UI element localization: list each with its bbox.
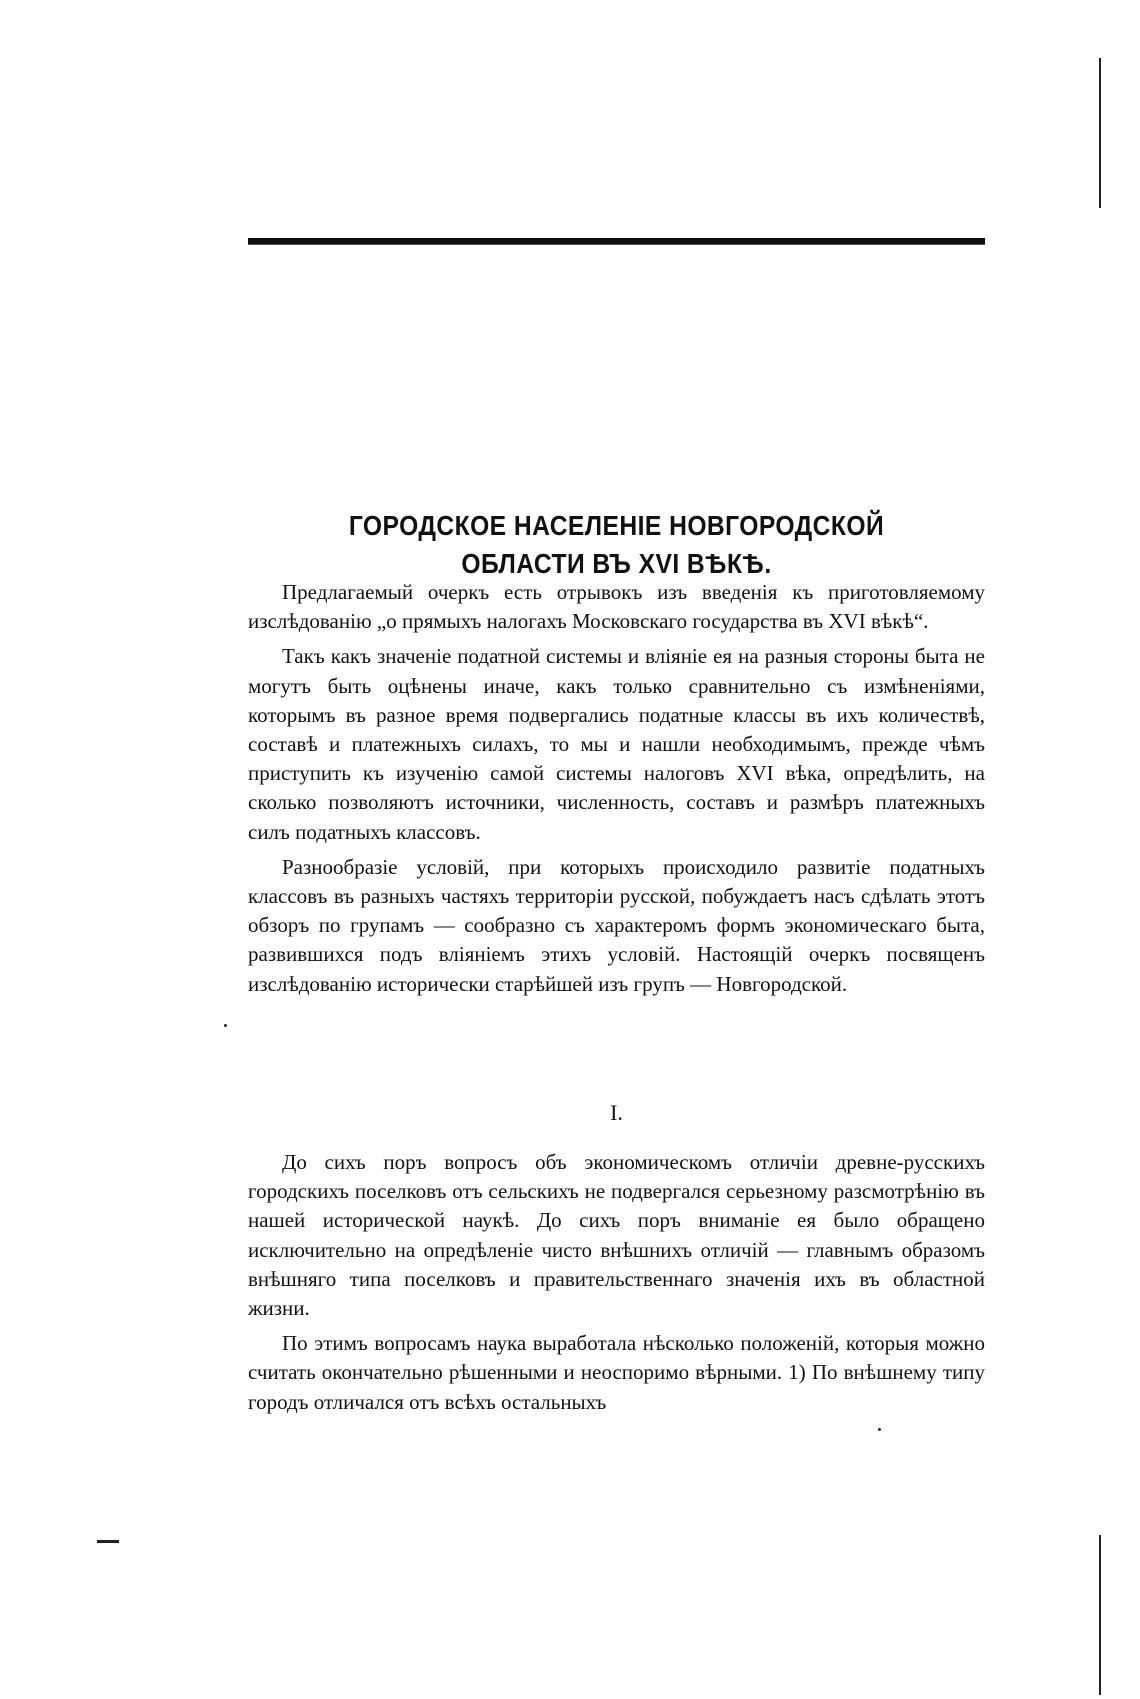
section-number: I.	[610, 1100, 623, 1125]
print-speck	[224, 1024, 227, 1027]
header-rule	[248, 238, 985, 245]
page-edge-right-bottom	[1099, 1535, 1101, 1695]
article-title: ГОРОДСКОЕ НАСЕЛЕНІЕ НОВГОРОДСКОЙ ОБЛАСТИ ВЪ XVI ВѢКѢ.	[348, 509, 885, 579]
intro-text-block	[248, 578, 985, 1005]
intro-paragraph-1: Предлагаемый очеркъ есть отрывокъ изъ введенія къ приготовляемому изслѣдованію „о прямыхъ налогахъ Московскаго государства въ XVI вѣкѣ“.	[248, 580, 985, 634]
page-edge-right-top	[1099, 58, 1101, 208]
page-edge-left-mark	[97, 1540, 119, 1543]
section-paragraph-1: До сихъ поръ вопросъ объ экономическомъ отличіи древне-русскихъ городскихъ поселковъ отъ сельскихъ не подвергался серьезному разсмотрѣнію въ нашей исторической наукѣ. До сихъ поръ вниманіе ея было обращено исключительно на опредѣленіе чисто внѣшнихъ отличій — главнымъ образомъ внѣшняго типа поселковъ и правительственнаго значенія ихъ въ областной жизни.	[248, 1150, 985, 1321]
intro-paragraph-2: Такъ какъ значеніе податной системы и вліяніе ея на разныя стороны быта не могутъ быть оцѣнены иначе, какъ только сравнительно съ измѣненіями, которымъ въ разное время подвергались податные классы въ ихъ количествѣ, составѣ и платежныхъ силахъ, то мы и нашли необходимымъ, прежде чѣмъ приступить къ изученію самой системы налоговъ XVI вѣка, опредѣлить, на сколько позволяютъ источники, численность, составъ и размѣръ платежныхъ силъ податныхъ классовъ.	[248, 644, 985, 844]
print-speck	[878, 1428, 881, 1431]
section-paragraph-2: По этимъ вопросамъ наука выработала нѣсколько положеній, которыя можно считать окончательно рѣшенными и неоспоримо вѣрными. 1) По внѣшнему типу городъ отличался отъ всѣхъ остальныхъ	[248, 1331, 985, 1414]
intro-paragraph-3: Разнообразіе условій, при которыхъ происходило развитіе податныхъ классовъ въ разныхъ частяхъ территоріи русской, побуждаетъ насъ сдѣлать этотъ обзоръ по групамъ — сообразно съ характеромъ формъ экономическаго быта, развившихся подъ вліяніемъ этихъ условій. Настоящій очеркъ посвященъ изслѣдованію исторически старѣйшей изъ групъ — Новгородской.	[248, 854, 985, 996]
section-text-block	[248, 1148, 985, 1423]
